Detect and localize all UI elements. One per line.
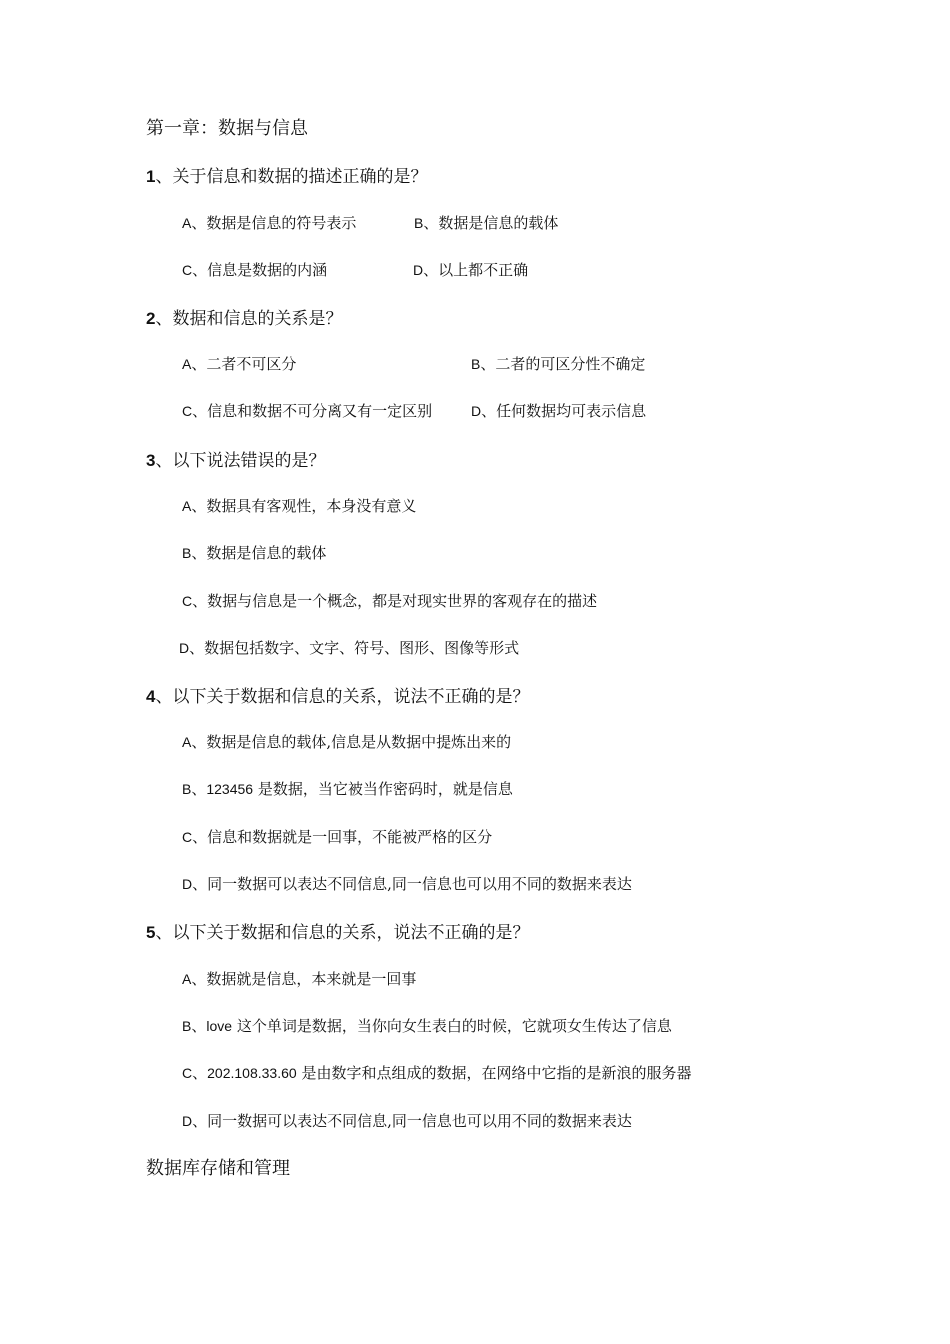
option-2a <box>182 353 296 374</box>
question-text: 、数据和信息的关系是？ <box>155 309 343 329</box>
option-text: 、数据是信息的载体,信息是从数据中提炼出来的 <box>191 733 512 751</box>
question-number: 1 <box>146 167 156 186</box>
option-2c <box>182 400 432 421</box>
option-letter: D <box>182 876 193 892</box>
question-number: 4 <box>146 687 156 706</box>
option-letter: A <box>182 971 192 987</box>
option-1d <box>413 259 528 280</box>
option-letter: C <box>182 593 193 609</box>
option-4d <box>182 873 632 894</box>
option-text: 、 <box>191 780 207 798</box>
option-text: 、 <box>191 1017 207 1035</box>
option-4c <box>182 826 492 847</box>
option-letter: C <box>182 1065 193 1081</box>
question-number: 5 <box>146 923 156 942</box>
option-number-text: 123456 <box>206 781 254 797</box>
option-3a <box>182 495 416 516</box>
option-ip-text: 202.108.33.60 <box>207 1065 297 1081</box>
section-title: 数据库存储和管理 <box>146 1158 290 1179</box>
option-letter: D <box>471 403 482 419</box>
option-letter: A <box>182 498 192 514</box>
option-word-text: love <box>206 1018 233 1034</box>
option-5c <box>182 1062 691 1083</box>
question-text: 、关于信息和数据的描述正确的是？ <box>155 167 428 187</box>
option-text: 、数据包括数字、文字、符号、图形、图像等形式 <box>189 639 520 657</box>
option-4a <box>182 731 511 752</box>
option-text: 、同一数据可以表达不同信息,同一信息也可以用不同的数据来表达 <box>192 875 632 893</box>
question-text: 、以下关于数据和信息的关系，说法不正确的是？ <box>155 923 530 943</box>
option-letter: A <box>182 215 192 231</box>
option-5b <box>182 1015 672 1036</box>
option-5a <box>182 968 416 989</box>
option-text-rest: 这个单词是数据，当你向女生表白的时候，它就项女生传达了信息 <box>232 1017 672 1035</box>
option-text: 、二者的可区分性不确定 <box>480 355 646 373</box>
option-3d <box>179 637 519 658</box>
option-letter: C <box>182 403 193 419</box>
option-letter: B <box>414 215 424 231</box>
option-letter: B <box>182 781 192 797</box>
option-text: 、信息是数据的内涵 <box>192 261 328 279</box>
option-letter: A <box>182 356 192 372</box>
option-text: 、数据是信息的符号表示 <box>191 214 357 232</box>
question-5 <box>146 918 529 943</box>
option-letter: D <box>179 640 190 656</box>
option-text: 、数据是信息的载体 <box>423 214 559 232</box>
option-text: 、二者不可区分 <box>191 355 297 373</box>
option-letter: D <box>182 1113 193 1129</box>
option-3c <box>182 590 597 611</box>
option-2d <box>471 400 646 421</box>
question-text: 、以下关于数据和信息的关系，说法不正确的是？ <box>155 687 530 707</box>
question-number: 2 <box>146 309 156 328</box>
option-2b <box>471 353 645 374</box>
option-3b <box>182 542 326 563</box>
option-letter: B <box>471 356 481 372</box>
option-letter: C <box>182 262 193 278</box>
option-text: 、以上都不正确 <box>423 261 529 279</box>
option-text: 、数据是信息的载体 <box>191 544 327 562</box>
option-letter: B <box>182 1018 192 1034</box>
option-5d <box>182 1110 632 1131</box>
option-text: 、信息和数据就是一回事，不能被严格的区分 <box>192 828 493 846</box>
question-2 <box>146 304 342 329</box>
question-1 <box>146 162 427 187</box>
question-text: 、以下说法错误的是？ <box>155 451 326 471</box>
option-text: 、同一数据可以表达不同信息,同一信息也可以用不同的数据来表达 <box>192 1112 632 1130</box>
option-letter: B <box>182 545 192 561</box>
option-letter: C <box>182 829 193 845</box>
option-letter: D <box>413 262 424 278</box>
option-text: 、任何数据均可表示信息 <box>481 402 647 420</box>
option-1a <box>182 212 356 233</box>
question-number: 3 <box>146 451 156 470</box>
option-text: 、 <box>192 1064 208 1082</box>
question-3 <box>146 446 325 471</box>
option-text: 、数据就是信息，本来就是一回事 <box>191 970 417 988</box>
option-text-rest: 是数据，当它被当作密码时，就是信息 <box>253 780 513 798</box>
question-4 <box>146 682 529 707</box>
option-text: 、信息和数据不可分离又有一定区别 <box>192 402 433 420</box>
option-text: 、数据与信息是一个概念，都是对现实世界的客观存在的描述 <box>192 592 598 610</box>
option-text-rest: 是由数字和点组成的数据，在网络中它指的是新浪的服务器 <box>296 1064 692 1082</box>
option-1c <box>182 259 327 280</box>
option-1b <box>414 212 558 233</box>
option-text: 、数据具有客观性，本身没有意义 <box>191 497 417 515</box>
option-4b <box>182 778 513 799</box>
chapter-title: 第一章：数据与信息 <box>146 118 308 139</box>
option-letter: A <box>182 734 192 750</box>
